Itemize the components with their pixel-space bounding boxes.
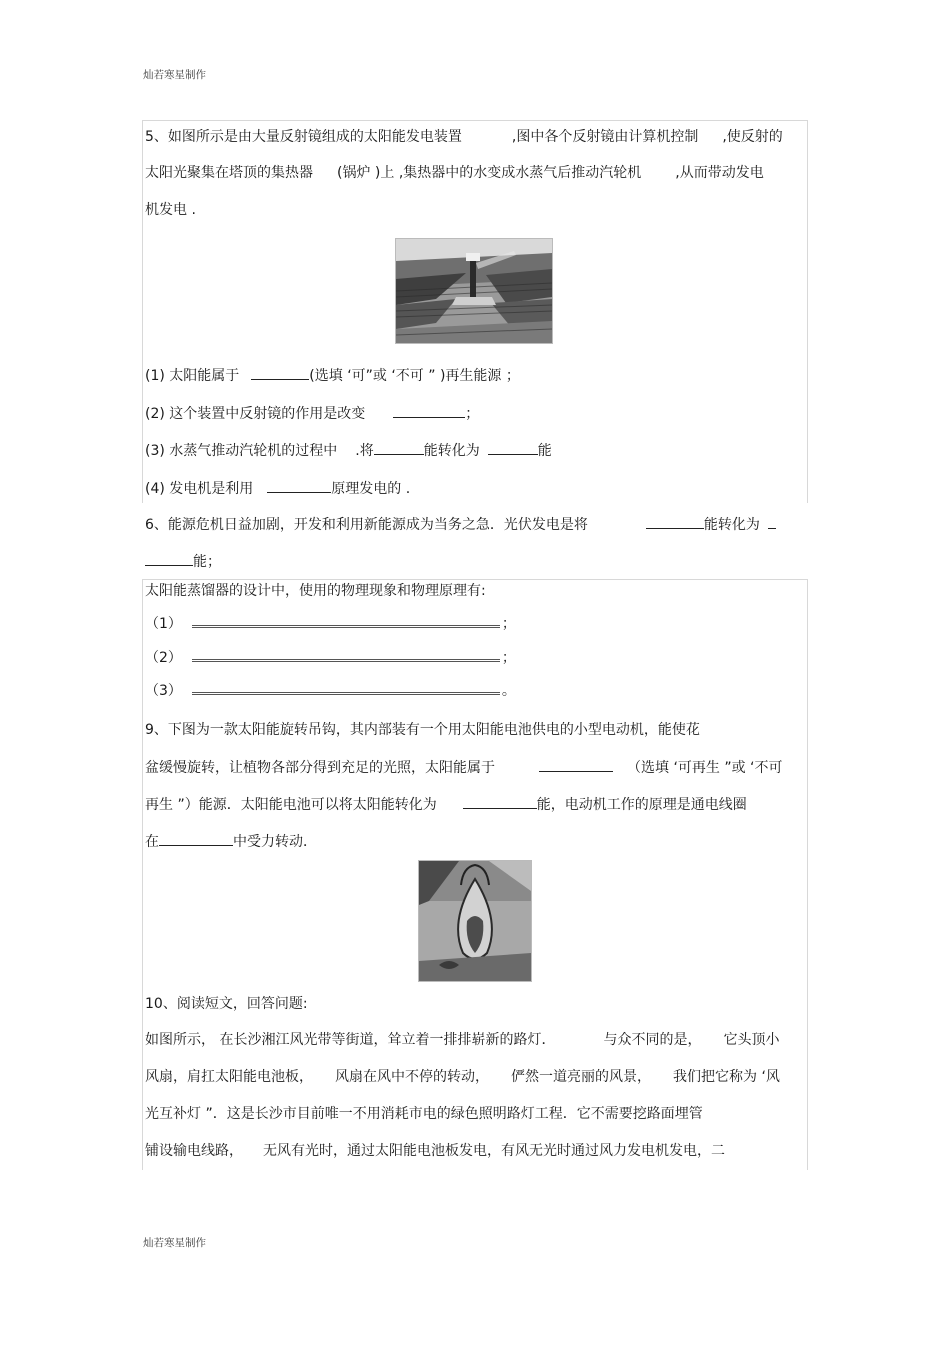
answer-blank[interactable]	[646, 514, 704, 529]
q5-line-1: 5、如图所示是由大量反射镜组成的太阳能发电装置 ,图中各个反射镜由计算机控制 ,使反射的	[145, 129, 783, 145]
q5-sub-1: (1) 太阳能属于 (选填 ‘可”或 ‘不可 ” )再生能源 ；	[145, 365, 520, 385]
q10-line-3: 风扇，肩扛太阳能电池板， 风扇在风中不停的转动， 俨然一道亮丽的风景， 我们把它称为 ‘风	[145, 1069, 780, 1085]
distill-item-1: （1） ；	[145, 613, 516, 633]
answer-blank[interactable]	[488, 440, 538, 455]
page-footer: 灿若寒星制作	[143, 1237, 206, 1249]
solar-tower-photo	[395, 238, 553, 344]
q5-line-3: 机发电 .	[145, 202, 196, 218]
answer-blank[interactable]	[192, 613, 500, 628]
solar-tower-image	[396, 239, 552, 343]
q6-line-2: 能；	[145, 551, 221, 571]
answer-blank[interactable]	[539, 757, 613, 772]
answer-blank[interactable]	[374, 440, 424, 455]
answer-blank[interactable]	[192, 647, 500, 662]
q10-line-5: 铺设输电线路， 无风有光时，通过太阳能电池板发电，有风无光时通过风力发电机发电，二	[145, 1143, 725, 1159]
rotating-hook-image	[419, 861, 531, 981]
distill-item-3: （3） 。	[145, 680, 516, 700]
answer-blank[interactable]	[393, 403, 465, 418]
distill-item-2: （2） ；	[145, 647, 516, 667]
q10-line-1: 10、阅读短文，回答问题:	[145, 996, 308, 1012]
q6-line-1: 6、能源危机日益加剧，开发和利用新能源成为当务之急．光伏发电是将 能转化为	[145, 514, 776, 534]
answer-blank[interactable]	[768, 514, 776, 529]
answer-blank[interactable]	[463, 794, 537, 809]
q10-line-4: 光互补灯 ”．这是长沙市目前唯一不用消耗市电的绿色照明路灯工程．它不需要挖路面埋管	[145, 1106, 703, 1122]
q5-line-2: 太阳光聚集在塔顶的集热器 (锅炉 )上 ,集热器中的水变成水蒸气后推动汽轮机 ,从而带动发电	[145, 165, 764, 181]
answer-blank[interactable]	[267, 478, 331, 493]
q9-line-3: 再生 ”）能源．太阳能电池可以将太阳能转化为 能，电动机工作的原理是通电线圈	[145, 794, 747, 814]
distill-intro: 太阳能蒸馏器的设计中，使用的物理现象和物理原理有:	[145, 583, 486, 599]
answer-blank[interactable]	[159, 831, 233, 846]
page-header: 灿若寒星制作	[143, 69, 206, 81]
q9-line-1: 9、下图为一款太阳能旋转吊钩，其内部装有一个用太阳能电池供电的小型电动机，能使花	[145, 722, 700, 738]
answer-blank[interactable]	[192, 680, 500, 695]
q5-sub-2: (2) 这个装置中反射镜的作用是改变 ；	[145, 403, 479, 423]
answer-blank[interactable]	[145, 551, 193, 566]
q9-line-2: 盆缓慢旋转，让植物各部分得到充足的光照，太阳能属于 （选填 ‘可再生 ”或 ‘不可	[145, 757, 783, 777]
q5-sub-3: (3) 水蒸气推动汽轮机的过程中 .将 能转化为 能	[145, 440, 552, 460]
q10-line-2: 如图所示， 在长沙湘江风光带等街道，耸立着一排排崭新的路灯． 与众不同的是， 它头顶小	[145, 1032, 780, 1048]
q9-line-4: 在 中受力转动．	[145, 831, 317, 851]
answer-blank[interactable]	[251, 365, 309, 380]
rotating-hook-photo	[418, 860, 532, 982]
q5-sub-4: (4) 发电机是利用 原理发电的 .	[145, 478, 410, 498]
